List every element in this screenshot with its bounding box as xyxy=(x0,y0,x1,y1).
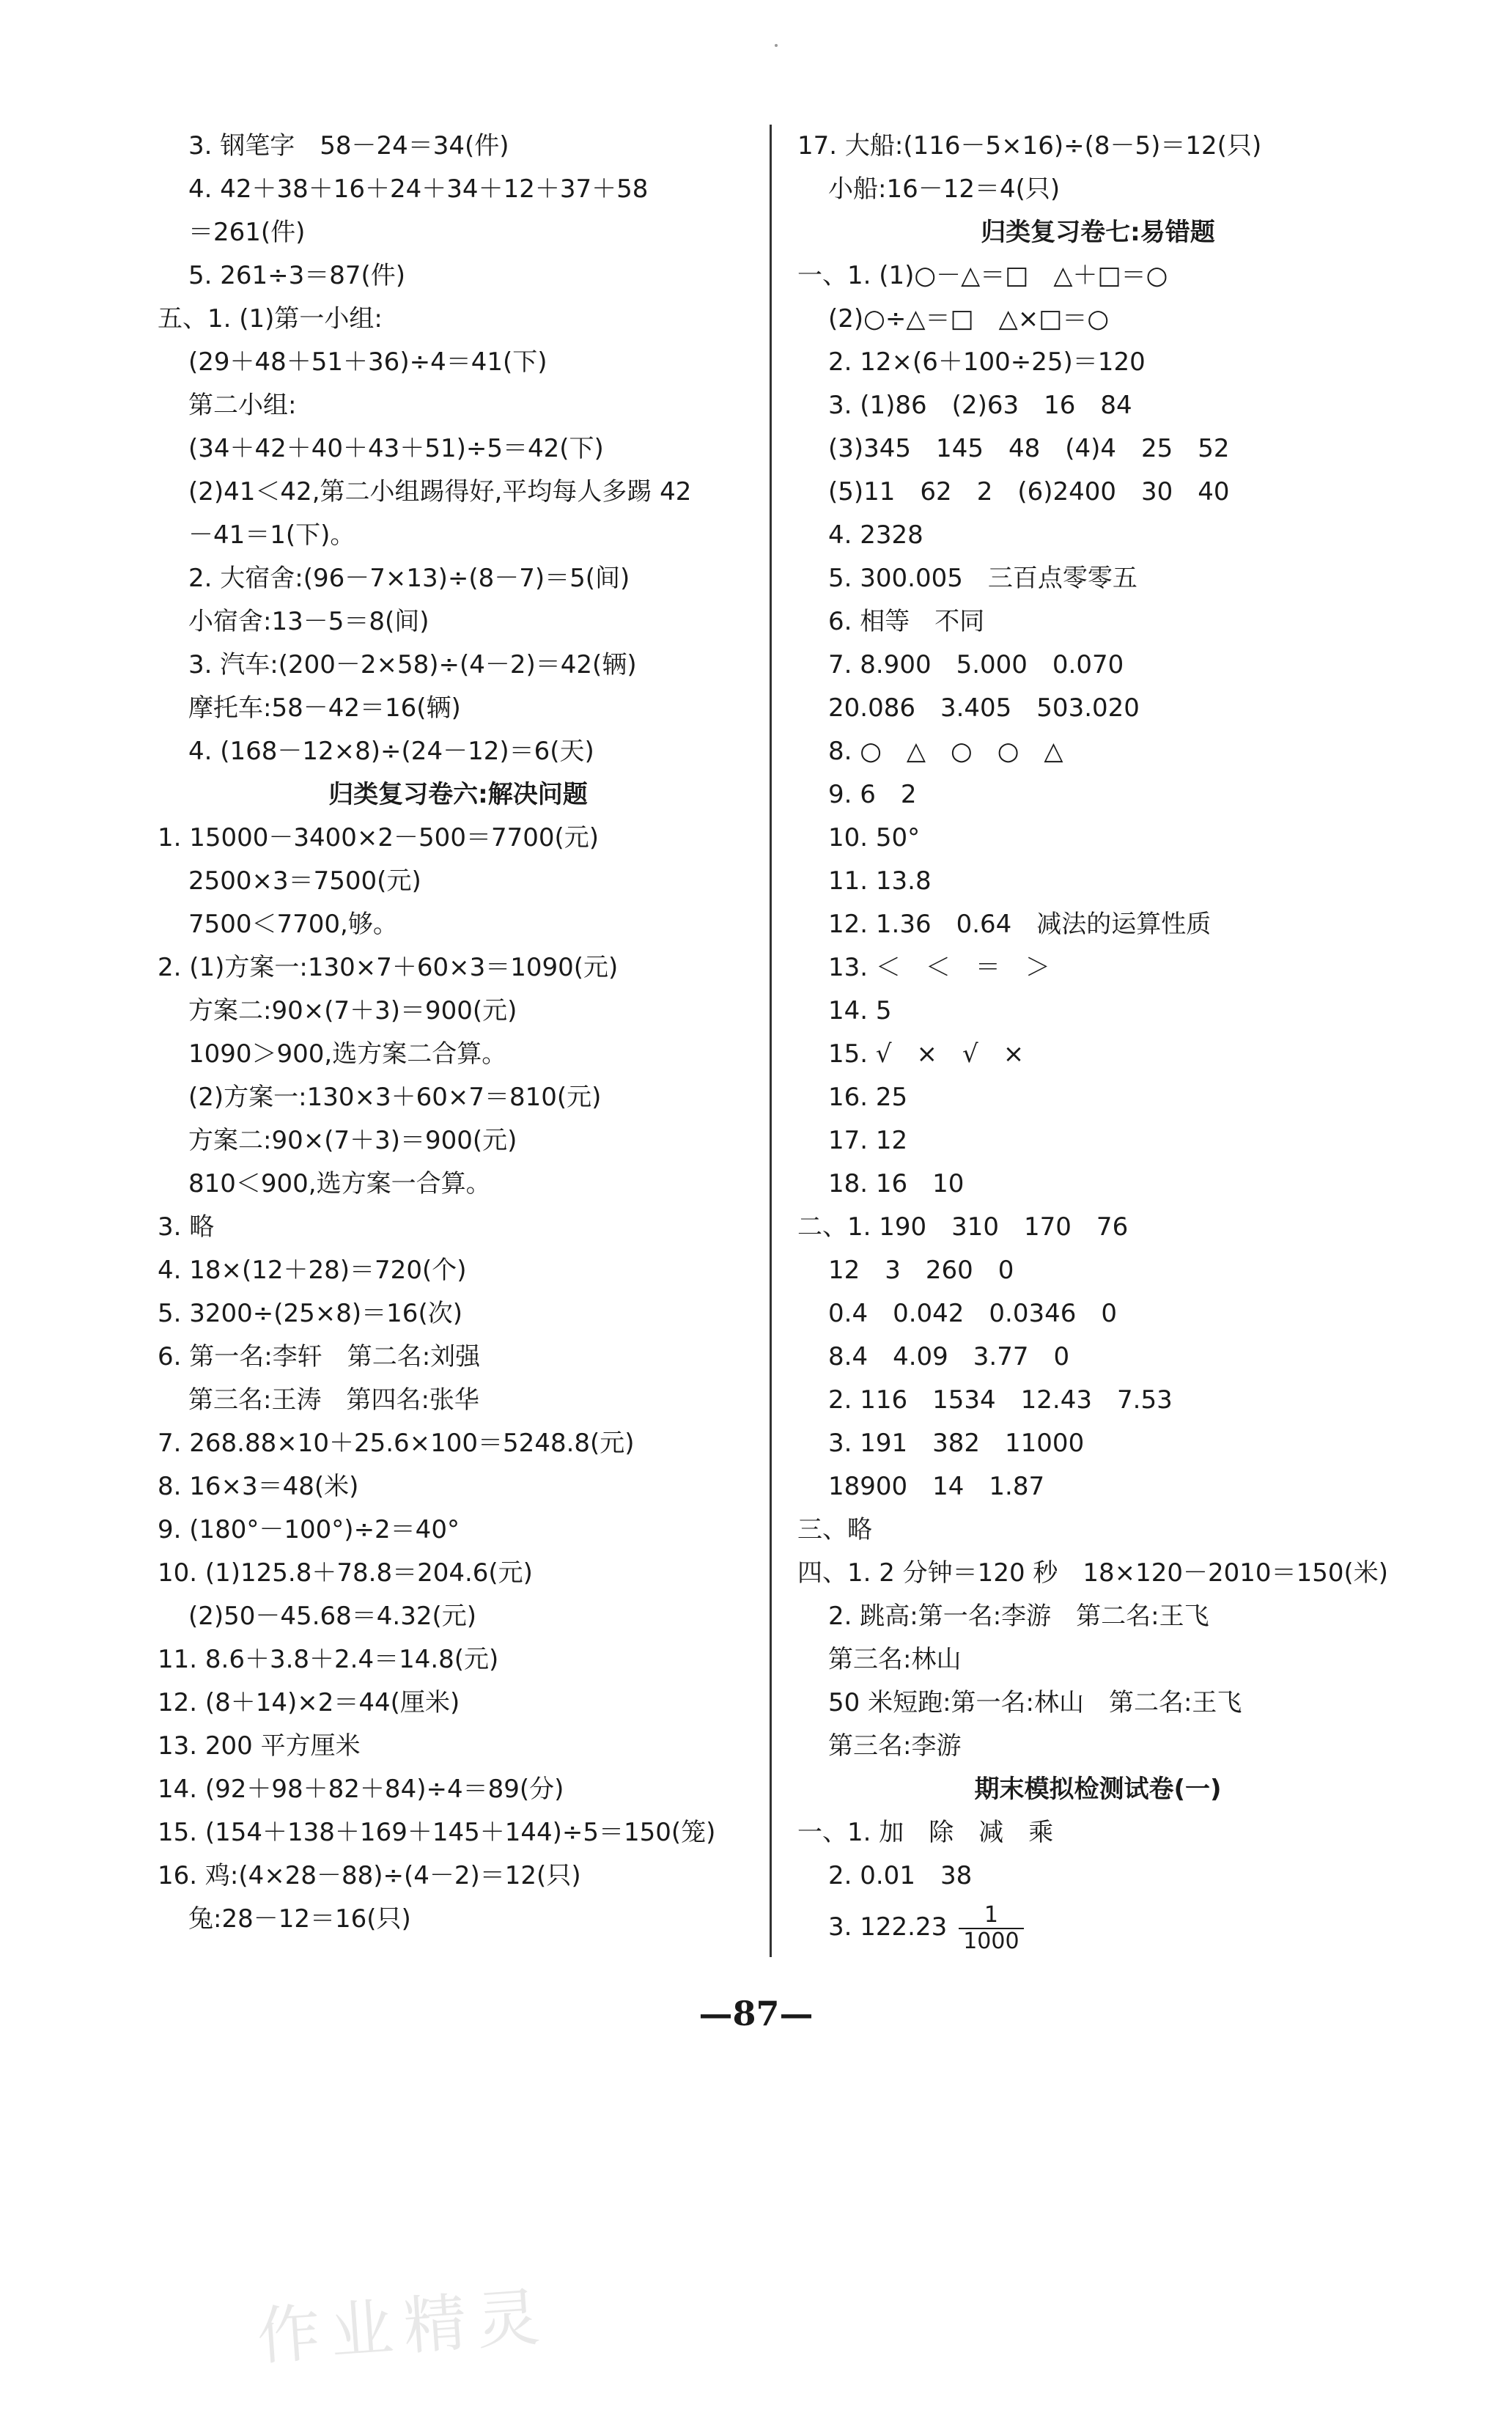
answer-line: 9. 6 2 xyxy=(828,780,917,809)
answer-line: 第三名:林山 xyxy=(828,1645,962,1674)
answer-line: 五、1. (1)第一小组: xyxy=(158,304,383,334)
answer-line: 3. 略 xyxy=(158,1212,215,1242)
answer-line: 810＜900,选方案一合算。 xyxy=(188,1169,491,1198)
answer-line-fraction xyxy=(797,1898,1398,1956)
answer-line: 9. (180°－100°)÷2＝40° xyxy=(158,1515,460,1544)
answer-line: 三、略 xyxy=(797,1515,872,1544)
answer-line: 一、1. (1)○－△＝□ △＋□＝○ xyxy=(797,261,1168,290)
answer-line: 方案二:90×(7＋3)＝900(元) xyxy=(188,996,517,1025)
answer-line: 12. (8＋14)×2＝44(厘米) xyxy=(158,1688,460,1717)
answer-line: 5. 261÷3＝87(件) xyxy=(188,261,406,290)
answer-line: 8.4 4.09 3.77 0 xyxy=(828,1342,1070,1371)
answer-line: ＝261(件) xyxy=(188,218,306,247)
answer-line: 4. 2328 xyxy=(828,520,923,550)
answer-line: 16. 鸡:(4×28－88)÷(4－2)＝12(只) xyxy=(158,1861,581,1890)
answer-line: 17. 大船:(116－5×16)÷(8－5)＝12(只) xyxy=(797,131,1262,161)
section-heading: 归类复习卷六:解决问题 xyxy=(328,780,588,809)
section-heading: 归类复习卷七:易错题 xyxy=(981,218,1215,247)
answer-line: 12 3 260 0 xyxy=(828,1256,1014,1285)
answer-line: 0.4 0.042 0.0346 0 xyxy=(828,1299,1118,1328)
answer-line: 3. 汽车:(200－2×58)÷(4－2)＝42(辆) xyxy=(188,650,637,679)
answer-line: 11. 8.6＋3.8＋2.4＝14.8(元) xyxy=(158,1645,499,1674)
answer-line: 2. (1)方案一:130×7＋60×3＝1090(元) xyxy=(158,953,619,982)
page-number: —87— xyxy=(698,1994,814,2033)
answer-line: 第三名:王涛 第四名:张华 xyxy=(188,1385,479,1415)
column-divider xyxy=(770,125,772,1957)
answer-line: 14. (92＋98＋82＋84)÷4＝89(分) xyxy=(158,1775,564,1804)
answer-line: 16. 25 xyxy=(828,1083,908,1112)
answer-line: 2500×3＝7500(元) xyxy=(188,866,421,896)
answer-line: 7. 268.88×10＋25.6×100＝5248.8(元) xyxy=(158,1429,635,1458)
answer-line: 7. 8.900 5.000 0.070 xyxy=(828,650,1124,679)
answer-line: 2. 大宿舍:(96－7×13)÷(8－7)＝5(间) xyxy=(188,564,630,593)
answer-line: (2)50－45.68＝4.32(元) xyxy=(188,1602,476,1631)
answer-line: 3. 191 382 11000 xyxy=(828,1429,1085,1458)
answer-line: 18. 16 10 xyxy=(828,1169,965,1198)
answer-line: 兔:28－12＝16(只) xyxy=(188,1904,411,1934)
scan-dot xyxy=(775,44,778,47)
answer-line: (29＋48＋51＋36)÷4＝41(下) xyxy=(188,347,547,377)
answer-line: 2. 12×(6＋100÷25)＝120 xyxy=(828,347,1146,377)
answer-line: 第二小组: xyxy=(188,391,297,420)
answer-line: 4. 42＋38＋16＋24＋34＋12＋37＋58 xyxy=(188,174,649,204)
answer-line: 20.086 3.405 503.020 xyxy=(828,693,1140,723)
answer-line: 方案二:90×(7＋3)＝900(元) xyxy=(188,1126,517,1155)
answer-line: 18900 14 1.87 xyxy=(828,1472,1045,1501)
answer-line: 第三名:李游 xyxy=(828,1731,962,1761)
answer-line: 4. (168－12×8)÷(24－12)＝6(天) xyxy=(188,737,594,766)
section-heading: 期末模拟检测试卷(一) xyxy=(974,1775,1222,1804)
left-column xyxy=(158,125,759,1941)
answer-line: 四、1. 2 分钟＝120 秒 18×120－2010＝150(米) xyxy=(797,1558,1388,1588)
answer-line: (5)11 62 2 (6)2400 30 40 xyxy=(828,477,1230,506)
answer-line: (2)○÷△＝□ △×□＝○ xyxy=(828,304,1110,334)
answer-line: 15. (154＋138＋169＋145＋144)÷5＝150(笼) xyxy=(158,1818,716,1847)
answer-line: 10. 50° xyxy=(828,823,921,852)
answer-line: 二、1. 190 310 170 76 xyxy=(797,1212,1129,1242)
answer-line: 13. 200 平方厘米 xyxy=(158,1731,361,1761)
answer-line: 3. (1)86 (2)63 16 84 xyxy=(828,391,1132,420)
answer-line: (34＋42＋40＋43＋51)÷5＝42(下) xyxy=(188,434,604,463)
answer-line: 4. 18×(12＋28)＝720(个) xyxy=(158,1256,467,1285)
answer-line: 2. 116 1534 12.43 7.53 xyxy=(828,1385,1173,1415)
answer-line: 2. 跳高:第一名:李游 第二名:王飞 xyxy=(828,1602,1209,1631)
answer-line: 一、1. 加 除 减 乘 xyxy=(797,1818,1054,1847)
answer-line: (2)方案一:130×3＋60×7＝810(元) xyxy=(188,1083,602,1112)
answer-line: 5. 3200÷(25×8)＝16(次) xyxy=(158,1299,462,1328)
answer-line: 7500＜7700,够。 xyxy=(188,910,398,939)
answer-line: 8. 16×3＝48(米) xyxy=(158,1472,359,1501)
answer-line: 1. 15000－3400×2－500＝7700(元) xyxy=(158,823,600,852)
answer-line: 1090＞900,选方案二合算。 xyxy=(188,1039,507,1069)
answer-line: 14. 5 xyxy=(828,996,892,1025)
fraction xyxy=(959,1901,1023,1954)
answer-line: 6. 第一名:李轩 第二名:刘强 xyxy=(158,1342,481,1371)
answer-line: 小船:16－12＝4(只) xyxy=(828,174,1061,204)
watermark: 作业精灵 xyxy=(254,2280,553,2374)
right-column xyxy=(797,125,1398,1956)
fraction-numerator: 1 xyxy=(984,1901,998,1928)
answer-line: (2)41＜42,第二小组踢得好,平均每人多踢 42 xyxy=(188,477,692,506)
answer-line: 5. 300.005 三百点零零五 xyxy=(828,564,1137,593)
answer-line: 12. 1.36 0.64 减法的运算性质 xyxy=(828,910,1212,939)
answer-line: －41＝1(下)。 xyxy=(188,520,355,550)
answer-line: 50 米短跑:第一名:林山 第二名:王飞 xyxy=(828,1688,1242,1717)
answer-line: (3)345 145 48 (4)4 25 52 xyxy=(828,434,1230,463)
answer-line: 2. 0.01 38 xyxy=(828,1861,973,1890)
answer-line: 摩托车:58－42＝16(辆) xyxy=(188,693,461,723)
answer-line: 15. √ × √ × xyxy=(828,1039,1025,1069)
fraction-denominator: 1000 xyxy=(959,1928,1023,1953)
answer-line: 11. 13.8 xyxy=(828,866,932,896)
answer-line: 小宿舍:13－5＝8(间) xyxy=(188,607,429,636)
answer-line: 13. ＜ ＜ ＝ ＞ xyxy=(828,953,1050,982)
answer-prefix: 3. 122.23 xyxy=(828,1912,948,1942)
answer-line: 6. 相等 不同 xyxy=(828,607,985,636)
answer-line: 17. 12 xyxy=(828,1126,908,1155)
answer-line: 8. ○ △ ○ ○ △ xyxy=(828,737,1063,766)
answer-line: 10. (1)125.8＋78.8＝204.6(元) xyxy=(158,1558,533,1588)
answer-line: 3. 钢笔字 58－24＝34(件) xyxy=(188,131,509,161)
